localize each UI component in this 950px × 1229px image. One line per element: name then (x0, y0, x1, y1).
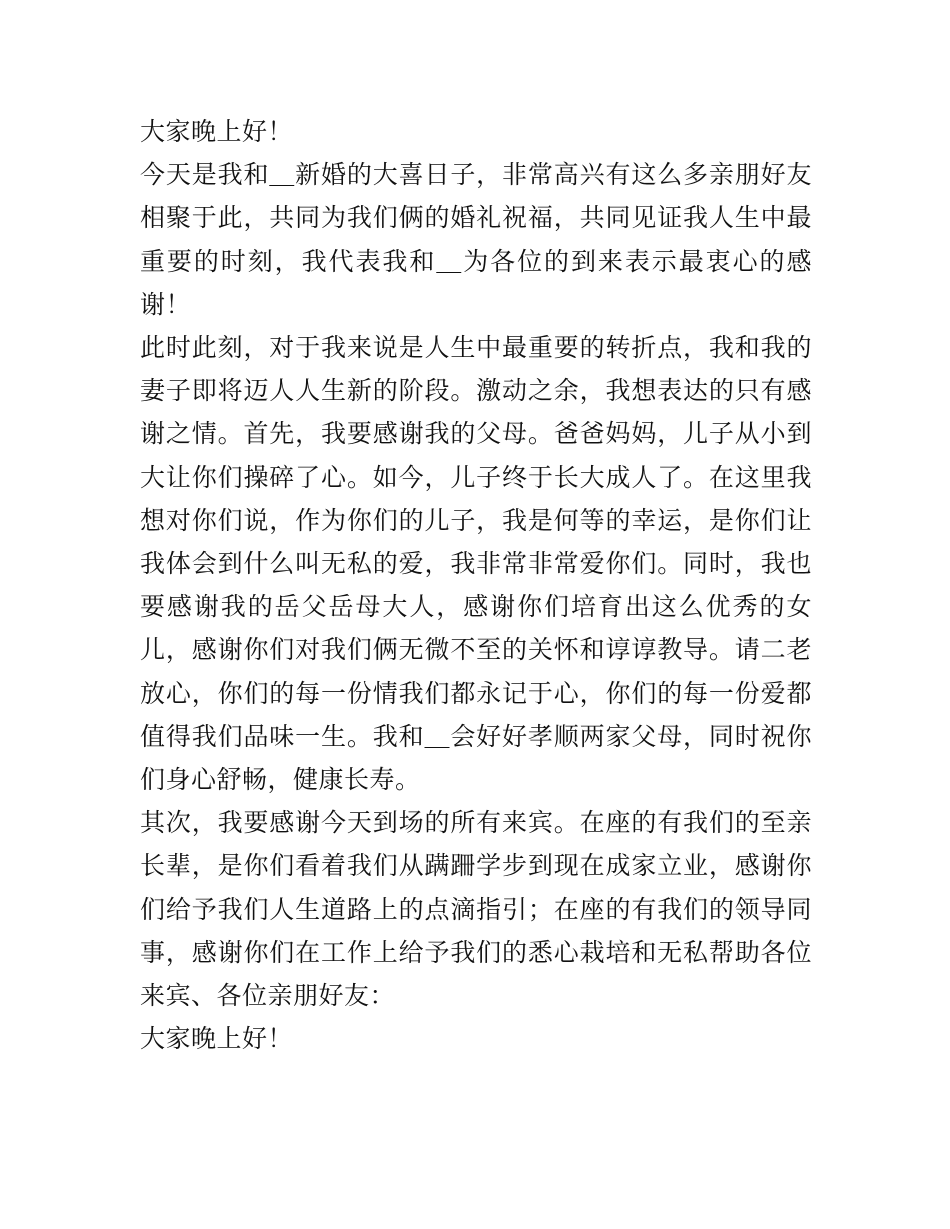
document-body (140, 110, 812, 1060)
greeting-paragraph: 大家晚上好！ (140, 117, 294, 146)
thanks-guests-paragraph: 其次，我要感谢今天到场的所有来宾。在座的有我们的至亲长辈，是你们看着我们从蹒跚学步到现在成家立业，感谢你们给予我们人生道路上的点滴指引；在座的有我们的领导同事，感谢你们在工作上给予我们的悉心栽培和无私帮助各位来宾、各位亲朋好友： (140, 808, 812, 1011)
thanks-parents-paragraph: 此时此刻，对于我来说是人生中最重要的转折点，我和我的妻子即将迈人人生新的阶段。激动之余，我想表达的只有感谢之情。首先，我要感谢我的父母。爸爸妈妈，儿子从小到大让你们操碎了心。如今，儿子终于长大成人了。在这里我想对你们说，作为你们的儿子，我是何等的幸运，是你们让我体会到什么叫无私的爱，我非常非常爱你们。同时，我也要感谢我的岳父岳母大人，感谢你们培育出这么优秀的女儿，感谢你们对我们俩无微不至的关怀和谆谆教导。请二老放心，你们的每一份情我们都永记于心，你们的每一份爱都值得我们品味一生。我和＿会好好孝顺两家父母，同时祝你们身心舒畅，健康长寿。 (140, 333, 812, 795)
opening-paragraph: 今天是我和＿新婚的大喜日子，非常高兴有这么多亲朋好友相聚于此，共同为我们俩的婚礼祝福，共同见证我人生中最重要的时刻，我代表我和＿为各位的到来表示最衷心的感谢！ (140, 160, 812, 319)
closing-greeting-paragraph: 大家晚上好！ (140, 1024, 294, 1054)
